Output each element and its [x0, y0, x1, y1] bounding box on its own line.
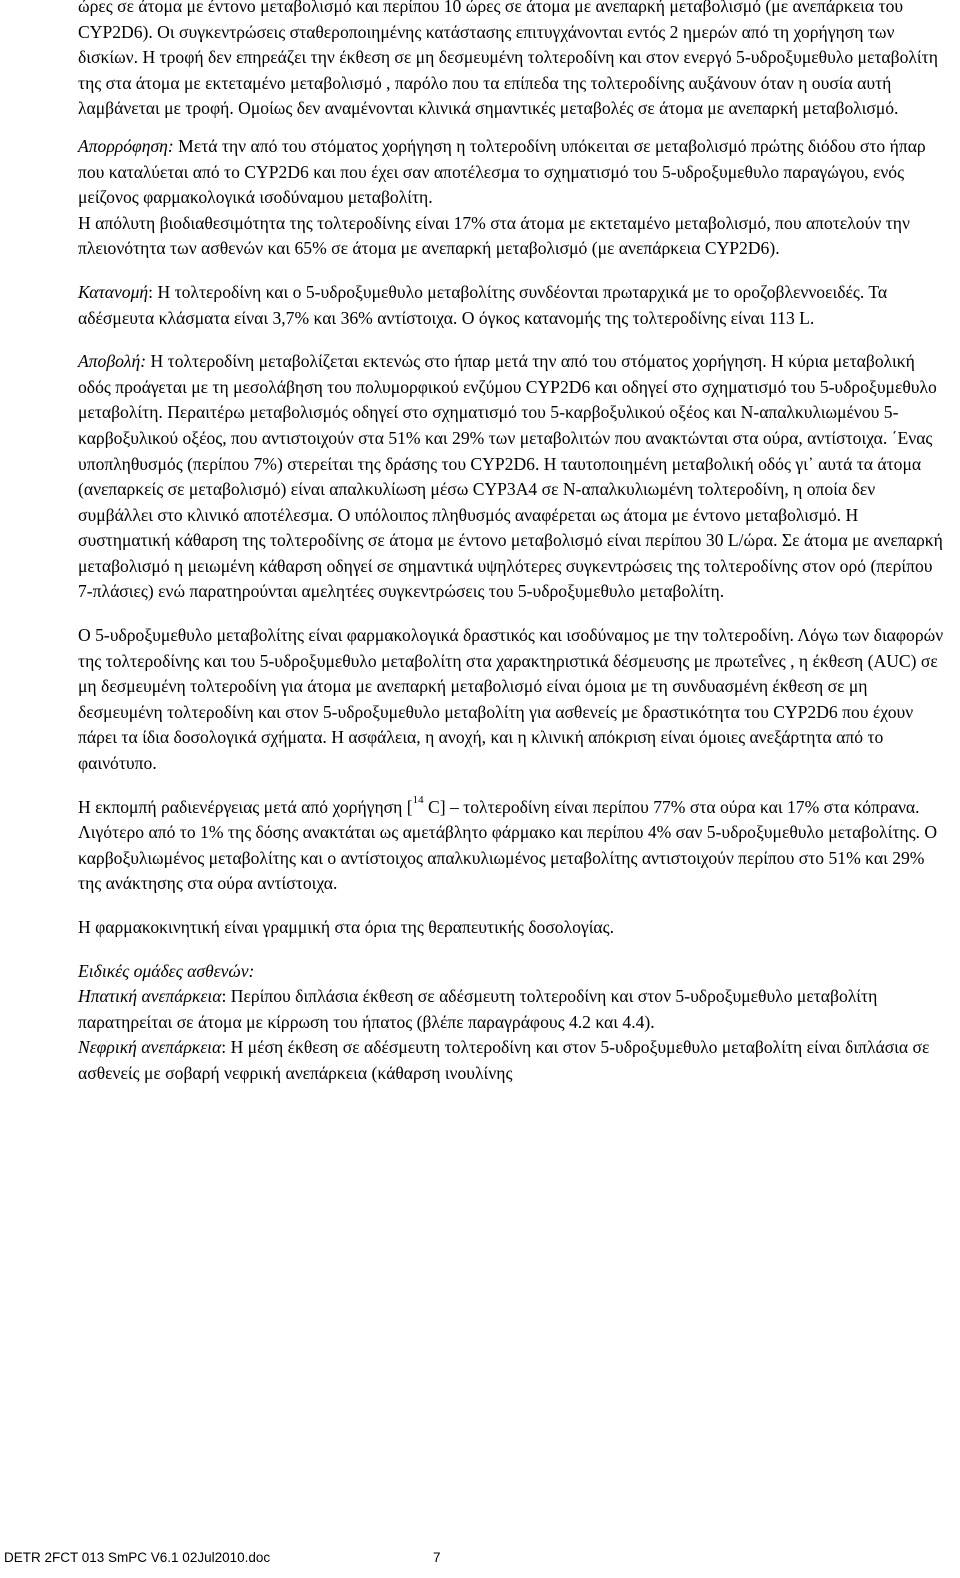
absorption-paragraph	[78, 134, 944, 211]
excretion-text-post: C] – τολτεροδίνη είναι περίπου 77% στα ούρα και 17% στα κόπρανα. Λιγότερο από το 1% της δόσης ανακτάται ως αμετάβλητο φάρμακο και περίπου 4% σαν 5-υδροξυμεθυλο μεταβολίτης. Ο καρβοξυλιωμένος μεταβολίτης και ο αντίστοιχος απαλκυλιωμένος μεταβολίτης αντιστοιχούν περίπου στο 51% και 29% της ανάκτησης στα ούρα αντίστοιχα.	[78, 796, 938, 894]
hepatic-text: : Περίπου διπλάσια έκθεση σε αδέσμευτη τολτεροδίνη και στον 5-υδροξυμεθυλο μεταβολίτη παρατηρείται σε άτομα με κίρρωση του ήπατος (βλέπε παραγράφους 4.2 και 4.4).	[78, 986, 878, 1032]
distribution-paragraph	[78, 280, 944, 331]
hepatic-label: Ηπατική ανεπάρκεια	[78, 986, 222, 1007]
elimination-paragraph	[78, 349, 944, 605]
absorption-text: Μετά την από του στόματος χορήγηση η τολτεροδίνη υπόκειται σε μεταβολισμό πρώτης διόδου στο ήπαρ που καταλύεται από το CYP2D6 και που έχει σαν αποτέλεσμα το σχηματισμό του 5-υδροξυμεθυλο παραγώγου, ενός μείζονος φαρμακολογικά ισοδύναμου μεταβολίτη.	[78, 135, 926, 208]
document-body	[78, 0, 944, 1087]
special-groups-label: Ειδικές ομάδες ασθενών:	[78, 960, 255, 981]
renal-label: Νεφρική ανεπάρκεια	[78, 1037, 222, 1058]
intro-paragraph: ώρες σε άτομα με έντονο μεταβολισμό και περίπου 10 ώρες σε άτομα με ανεπαρκή μεταβολισμό (με ανεπάρκεια του CYP2D6). Οι συγκεντρώσεις σταθεροποιημένης κατάστασης επιτυγχάνονται εντός 2 ημερών από τη χορήγηση των δισκίων. Η τροφή δεν επηρεάζει την έκθεση σε μη δεσμευμένη τολτεροδίνη και στον ενεργό 5-υδροξυμεθυλο μεταβολίτη της στα άτομα με εκτεταμένο μεταβολισμό , παρόλο που τα επίπεδα της τολτεροδίνης αυξάνουν όταν η ουσία αυτή λαμβάνεται με τροφή. Ομοίως δεν αναμένονται κλινικά σημαντικές μεταβολές σε άτομα με ανεπαρκή μεταβολισμό.	[78, 0, 938, 119]
footer-page-number: 7	[433, 1550, 441, 1565]
footer-doc-id: DETR 2FCT 013 SmPC V6.1 02Jul2010.doc	[4, 1550, 271, 1565]
absorption-label: Απορρόφηση:	[78, 135, 174, 156]
bioavailability-paragraph: Η απόλυτη βιοδιαθεσιμότητα της τολτεροδίνης είναι 17% στα άτομα με εκτεταμένο μεταβολισμό, που αποτελούν την πλειονότητα των ασθενών και 65% σε άτομα με ανεπαρκή μεταβολισμό (με ανεπάρκεια CYP2D6).	[78, 212, 910, 259]
elimination-label: Αποβολή:	[78, 351, 147, 372]
special-groups-heading	[78, 959, 944, 985]
page-footer	[4, 1550, 441, 1565]
isotope-superscript: 14	[412, 793, 424, 806]
hepatic-paragraph	[78, 984, 944, 1035]
excretion-paragraph	[78, 795, 944, 897]
elimination-text: Η τολτεροδίνη μεταβολίζεται εκτενώς στο ήπαρ μετά την από του στόματος χορήγηση. Η κύρια μεταβολική οδός προάγεται με τη μεσολάβηση του πολυμορφικού ενζύμου CYP2D6 και οδηγεί στο σχηματισμό του 5-υδροξυμεθυλο μεταβολίτη. Περαιτέρω μεταβολισμός οδηγεί στο σχηματισμό του 5-καρβοξυλικού οξέος και Ν-απαλκυλιωμένου 5-καρβοξυλικού οξέος, που αντιστοιχούν στα 51% και 29% των μεταβολιτών που ανακτώνται στα ούρα, αντίστοιχα. ΄Ενας υποπληθυσμός (περίπου 7%) στερείται της δράσης του CYP2D6. Η ταυτοποιημένη μεταβολική οδός γι᾽ αυτά τα άτομα (ανεπαρκείς σε μεταβολισμό) είναι απαλκυλίωση μέσω CYP3A4 σε Ν-απαλκυλιωμένη τολτεροδίνη, η οποία δεν συμβάλλει στο κλινικό αποτέλεσμα. Ο υπόλοιπος πληθυσμός αναφέρεται ως άτομα με έντονο μεταβολισμό. Η συστηματική κάθαρση της τολτεροδίνης σε άτομα με έντονο μεταβολισμό είναι περίπου 30 L/ώρα. Σε άτομα με ανεπαρκή μεταβολισμό η μειωμένη κάθαρση οδηγεί σε σημαντικά υψηλότερες συγκεντρώσεις της τολτεροδίνης στον ορό (περίπου 7-πλάσιες) ενώ παρατηρούνται αμελητέες συγκεντρώσεις του 5-υδροξυμεθυλο μεταβολίτη.	[78, 351, 943, 602]
renal-paragraph	[78, 1035, 944, 1086]
renal-text: : Η μέση έκθεση σε αδέσμευτη τολτεροδίνη και στον 5-υδροξυμεθυλο μεταβολίτη είναι διπλάσια σε ασθενείς με σοβαρή νεφρική ανεπάρκεια (κάθαρση ινουλίνης	[78, 1037, 930, 1083]
metabolite-paragraph: Ο 5-υδροξυμεθυλο μεταβολίτης είναι φαρμακολογικά δραστικός και ισοδύναμος με την τολτεροδίνη. Λόγω των διαφορών της τολτεροδίνης και του 5-υδροξυμεθυλο μεταβολίτη στα χαρακτηριστικά δέσμευσης με πρωτεΐνες , η έκθεση (AUC) σε μη δεσμευμένη τολτεροδίνη για άτομα με ανεπαρκή μεταβολισμό είναι όμοια με τη συνδυασμένη έκθεση σε μη δεσμευμένη τολτεροδίνη και στον 5-υδροξυμεθυλο μεταβολίτη για ασθενείς με δραστικότητα του CYP2D6 που έχουν πάρει τα ίδια δοσολογικά σχήματα. Η ασφάλεια, η ανοχή, και η κλινική απόκριση είναι όμοιες ανεξάρτητα από το φαινότυπο.	[78, 625, 944, 774]
linearity-paragraph: Η φαρμακοκινητική είναι γραμμική στα όρια της θεραπευτικής δοσολογίας.	[78, 917, 615, 937]
distribution-text: : Η τολτεροδίνη και ο 5-υδροξυμεθυλο μεταβολίτης συνδέονται πρωταρχικά με το οροζοβλεννοειδές. Τα αδέσμευτα κλάσματα είναι 3,7% και 36% αντίστοιχα. Ο όγκος κατανομής της τολτεροδίνης είναι 113 L.	[78, 281, 888, 328]
excretion-text-pre: Η εκπομπή ραδιενέργειας μετά από χορήγηση [	[78, 796, 413, 817]
distribution-label: Κατανομή	[78, 281, 149, 302]
